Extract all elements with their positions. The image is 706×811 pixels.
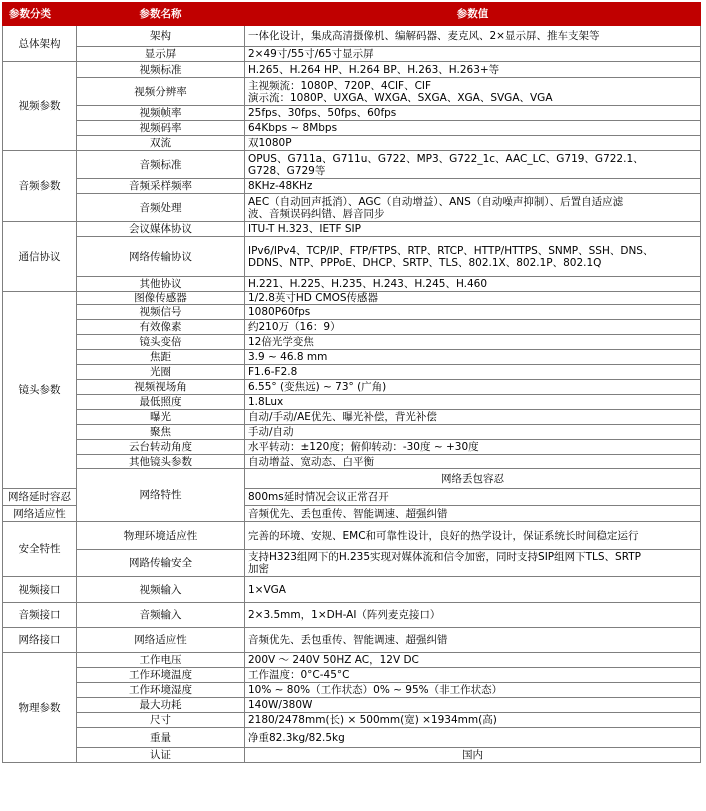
param-value-cell	[245, 728, 701, 748]
param-value-cell	[245, 237, 701, 277]
param-name-cell: 焦距	[77, 350, 245, 365]
param-name-cell: 网络适应性	[77, 628, 245, 653]
param-name-cell: 显示屏	[77, 47, 245, 62]
param-value-cell	[245, 713, 701, 728]
param-value-cell	[245, 395, 701, 410]
param-name-cell: 工作环境湿度	[77, 683, 245, 698]
param-name-cell: 视频输入	[77, 577, 245, 603]
param-value-line: 一体化设计，集成高清摄像机、编解码器、麦克风、2×显示屏、推车支架等	[248, 30, 600, 42]
param-value-line: 2×49寸/55寸/65寸显示屏	[248, 48, 374, 60]
table-row	[3, 151, 701, 179]
param-value-cell	[245, 683, 701, 698]
param-value-cell	[245, 62, 701, 78]
table-row	[3, 653, 701, 668]
param-value-line: G728、G729等	[248, 164, 326, 177]
category-cell: 视频接口	[3, 577, 77, 603]
param-value-line: 12倍光学变焦	[248, 336, 314, 348]
param-value-cell	[245, 305, 701, 320]
param-value-line: 140W/380W	[248, 699, 313, 711]
table-row	[3, 277, 701, 292]
category-cell: 总体架构	[3, 26, 77, 62]
param-name-cell: 网络传输协议	[77, 237, 245, 277]
table-row	[3, 713, 701, 728]
param-value-cell	[245, 335, 701, 350]
param-name-cell: 尺寸	[77, 713, 245, 728]
table-row	[3, 222, 701, 237]
table-row	[3, 603, 701, 628]
category-cell: 镜头参数	[3, 292, 77, 489]
category-cell: 网络特性	[77, 469, 245, 522]
header-category: 参数分类	[3, 3, 77, 26]
table-row	[3, 106, 701, 121]
param-name-cell: 视频码率	[77, 121, 245, 136]
param-value-line: 完善的环境、安规、EMC和可靠性设计，良好的热学设计，保证系统长时间稳定运行	[248, 529, 639, 542]
param-value-line: 1.8Lux	[248, 396, 284, 408]
spec-sheet	[0, 2, 706, 811]
param-value-line: 水平转动：±120度；俯仰转动：-30度 ~ +30度	[248, 441, 479, 453]
param-value-cell	[245, 603, 701, 628]
param-value-line: 波、音频误码纠错、唇音同步	[248, 207, 385, 220]
param-value-line: 3.9 ~ 46.8 mm	[248, 351, 328, 363]
param-name-cell: 国内	[245, 748, 701, 763]
category-cell: 安全特性	[3, 522, 77, 577]
table-row	[3, 121, 701, 136]
param-value-cell	[245, 292, 701, 305]
param-value-line: 手动/自动	[248, 426, 294, 438]
param-value-line: 主视频流：1080P、720P、4CIF、CIF	[248, 79, 432, 92]
param-value-cell	[245, 506, 701, 522]
param-name-cell: 其他镜头参数	[77, 455, 245, 469]
table-row	[3, 62, 701, 78]
param-value-line: 支持H323组网下的H.235实现对媒体流和信令加密，同时支持SIP组网下TLS、SRTP	[248, 551, 641, 563]
param-value-cell	[245, 136, 701, 151]
category-cell: 物理参数	[3, 653, 77, 763]
category-cell: 认证	[77, 748, 245, 763]
category-cell: 音频接口	[3, 603, 77, 628]
table-row	[3, 425, 701, 440]
table-row	[3, 628, 701, 653]
param-value-cell	[245, 350, 701, 365]
param-name-cell: 最大功耗	[77, 698, 245, 713]
param-value-cell	[245, 106, 701, 121]
param-name-cell: 网络适应性	[3, 506, 77, 522]
param-value-cell	[245, 194, 701, 222]
param-value-cell	[245, 47, 701, 62]
param-value-cell	[245, 121, 701, 136]
param-value-line: OPUS、G711a、G711u、G722、MP3、G722_1c、AAC_LC、G719、G722.1、	[248, 152, 644, 165]
table-row	[3, 305, 701, 320]
spec-table	[2, 2, 701, 763]
category-cell: 视频参数	[3, 62, 77, 151]
param-name-cell: 物理环境适应性	[77, 522, 245, 550]
table-row	[3, 395, 701, 410]
param-value-cell	[245, 277, 701, 292]
param-name-cell: 视频分辨率	[77, 78, 245, 106]
param-name-cell: 光圈	[77, 365, 245, 380]
param-name-cell: 聚焦	[77, 425, 245, 440]
param-value-cell	[245, 222, 701, 237]
param-value-cell	[245, 668, 701, 683]
param-name-cell: 视频视场角	[77, 380, 245, 395]
param-value-line: 演示流：1080P、UXGA、WXGA、SXGA、XGA、SVGA、VGA	[248, 91, 553, 104]
param-name-cell: 音频输入	[77, 603, 245, 628]
category-cell: 音频参数	[3, 151, 77, 222]
table-row	[3, 47, 701, 62]
param-value-line: F1.6-F2.8	[248, 366, 298, 378]
table-row	[3, 365, 701, 380]
param-value-cell	[245, 365, 701, 380]
param-value-line: H.265、H.264 HP、H.264 BP、H.263、H.263+等	[248, 63, 500, 76]
param-value-cell	[245, 380, 701, 395]
param-name-cell: 会议媒体协议	[77, 222, 245, 237]
table-row	[3, 194, 701, 222]
header-name: 参数名称	[77, 3, 245, 26]
table-row	[3, 410, 701, 425]
param-name-cell: 最低照度	[77, 395, 245, 410]
table-row	[3, 469, 701, 489]
param-value-line: 10% ~ 80%（工作状态）0% ~ 95%（非工作状态）	[248, 684, 503, 696]
table-row	[3, 455, 701, 469]
param-value-line: 2180/2478mm(长) × 500mm(宽) ×1934mm(高)	[248, 714, 497, 726]
param-name-cell: 工作电压	[77, 653, 245, 668]
table-row	[3, 237, 701, 277]
param-value-cell	[245, 698, 701, 713]
table-row	[3, 668, 701, 683]
param-name-cell: 音频采样频率	[77, 179, 245, 194]
param-name-cell: 架构	[77, 26, 245, 47]
table-row	[3, 179, 701, 194]
param-name-cell: 音频标准	[77, 151, 245, 179]
param-value-line: ITU-T H.323、IETF SIP	[248, 223, 361, 235]
table-row	[3, 748, 701, 763]
table-row	[3, 320, 701, 335]
header-row	[3, 3, 701, 26]
param-name-cell: 视频帧率	[77, 106, 245, 121]
param-value-cell	[245, 410, 701, 425]
param-value-line: 约210万（16：9）	[248, 321, 341, 333]
param-name-cell: 云台转动角度	[77, 440, 245, 455]
param-value-line: 双1080P	[248, 137, 292, 149]
table-row	[3, 522, 701, 550]
param-name-cell: 有效像素	[77, 320, 245, 335]
table-row	[3, 577, 701, 603]
param-value-line: 1×VGA	[248, 583, 286, 596]
table-row	[3, 698, 701, 713]
table-row	[3, 26, 701, 47]
param-value-line: 音频优先、丢包重传、智能调速、超强纠错	[248, 507, 448, 520]
param-value-cell	[245, 26, 701, 47]
param-value-line: 64Kbps ~ 8Mbps	[248, 122, 338, 134]
category-cell: 网络接口	[3, 628, 77, 653]
param-value-line: DDNS、NTP、PPPoE、DHCP、SRTP、TLS、802.1X、802.1P、802.1Q	[248, 256, 602, 269]
param-name-cell: 重量	[77, 728, 245, 748]
param-value-cell	[245, 455, 701, 469]
table-row	[3, 683, 701, 698]
table-row	[3, 350, 701, 365]
param-value-cell	[245, 440, 701, 455]
param-value-line: 8KHz-48KHz	[248, 180, 313, 192]
table-row	[3, 380, 701, 395]
param-value-cell	[245, 320, 701, 335]
param-value-cell	[245, 653, 701, 668]
param-value-line: 800ms延时情况会议正常召开	[248, 491, 389, 503]
param-value-cell	[245, 179, 701, 194]
param-value-cell	[245, 522, 701, 550]
param-value-line: 工作温度：0°C-45°C	[248, 669, 350, 681]
param-value-line: AEC（自动回声抵消）、AGC（自动增益）、ANS（自动噪声抑制）、后置自适应滤	[248, 195, 624, 208]
param-name-cell: 音频处理	[77, 194, 245, 222]
param-value-cell	[245, 151, 701, 179]
param-name-cell: 视频信号	[77, 305, 245, 320]
table-row	[3, 78, 701, 106]
param-value-cell	[245, 550, 701, 577]
param-value-line: 2×3.5mm，1×DH-AI（阵列麦克接口）	[248, 609, 441, 621]
param-name-cell: 网路传输安全	[77, 550, 245, 577]
param-name-cell: 镜头变倍	[77, 335, 245, 350]
param-value-line: H.221、H.225、H.235、H.243、H.245、H.460	[248, 278, 488, 290]
table-row	[3, 136, 701, 151]
spec-body	[3, 26, 701, 763]
param-name-cell: 网络丢包容忍	[245, 469, 701, 489]
param-value-line: 音频优先、丢包重传、智能调速、超强纠错	[248, 634, 448, 646]
param-value-cell	[245, 78, 701, 106]
param-value-line: 6.55° (变焦远) ~ 73° (广角)	[248, 381, 387, 393]
param-name-cell: 图像传感器	[77, 292, 245, 305]
param-value-line: 200V ～ 240V 50HZ AC，12V DC	[248, 654, 419, 666]
param-name-cell: 工作环境温度	[77, 668, 245, 683]
category-cell: 通信协议	[3, 222, 77, 292]
param-value-line: 自动增益、宽动态、白平衡	[248, 455, 374, 468]
param-name-cell: 网络延时容忍	[3, 489, 77, 506]
table-row	[3, 335, 701, 350]
table-row	[3, 440, 701, 455]
param-value-cell	[245, 577, 701, 603]
param-name-cell: 曝光	[77, 410, 245, 425]
param-name-cell: 视频标准	[77, 62, 245, 78]
param-value-line: IPv6/IPv4、TCP/IP、FTP/FTPS、RTP、RTCP、HTTP/HTTPS、SNMP、SSH、DNS、	[248, 244, 654, 257]
header-value: 参数值	[245, 3, 701, 26]
param-name-cell: 其他协议	[77, 277, 245, 292]
table-row	[3, 292, 701, 305]
param-value-line: 1080P60fps	[248, 306, 311, 318]
table-row	[3, 550, 701, 577]
param-value-cell	[245, 628, 701, 653]
param-value-cell	[245, 489, 701, 506]
param-value-line: 25fps、30fps、50fps、60fps	[248, 107, 397, 119]
param-value-line: 自动/手动/AE优先、曝光补偿，背光补偿	[248, 411, 437, 423]
table-row	[3, 728, 701, 748]
param-value-cell	[245, 425, 701, 440]
param-value-line: 1/2.8英寸HD CMOS传感器	[248, 292, 379, 304]
param-value-line: 加密	[248, 563, 269, 575]
param-name-cell: 双流	[77, 136, 245, 151]
param-value-line: 净重82.3kg/82.5kg	[248, 731, 345, 744]
